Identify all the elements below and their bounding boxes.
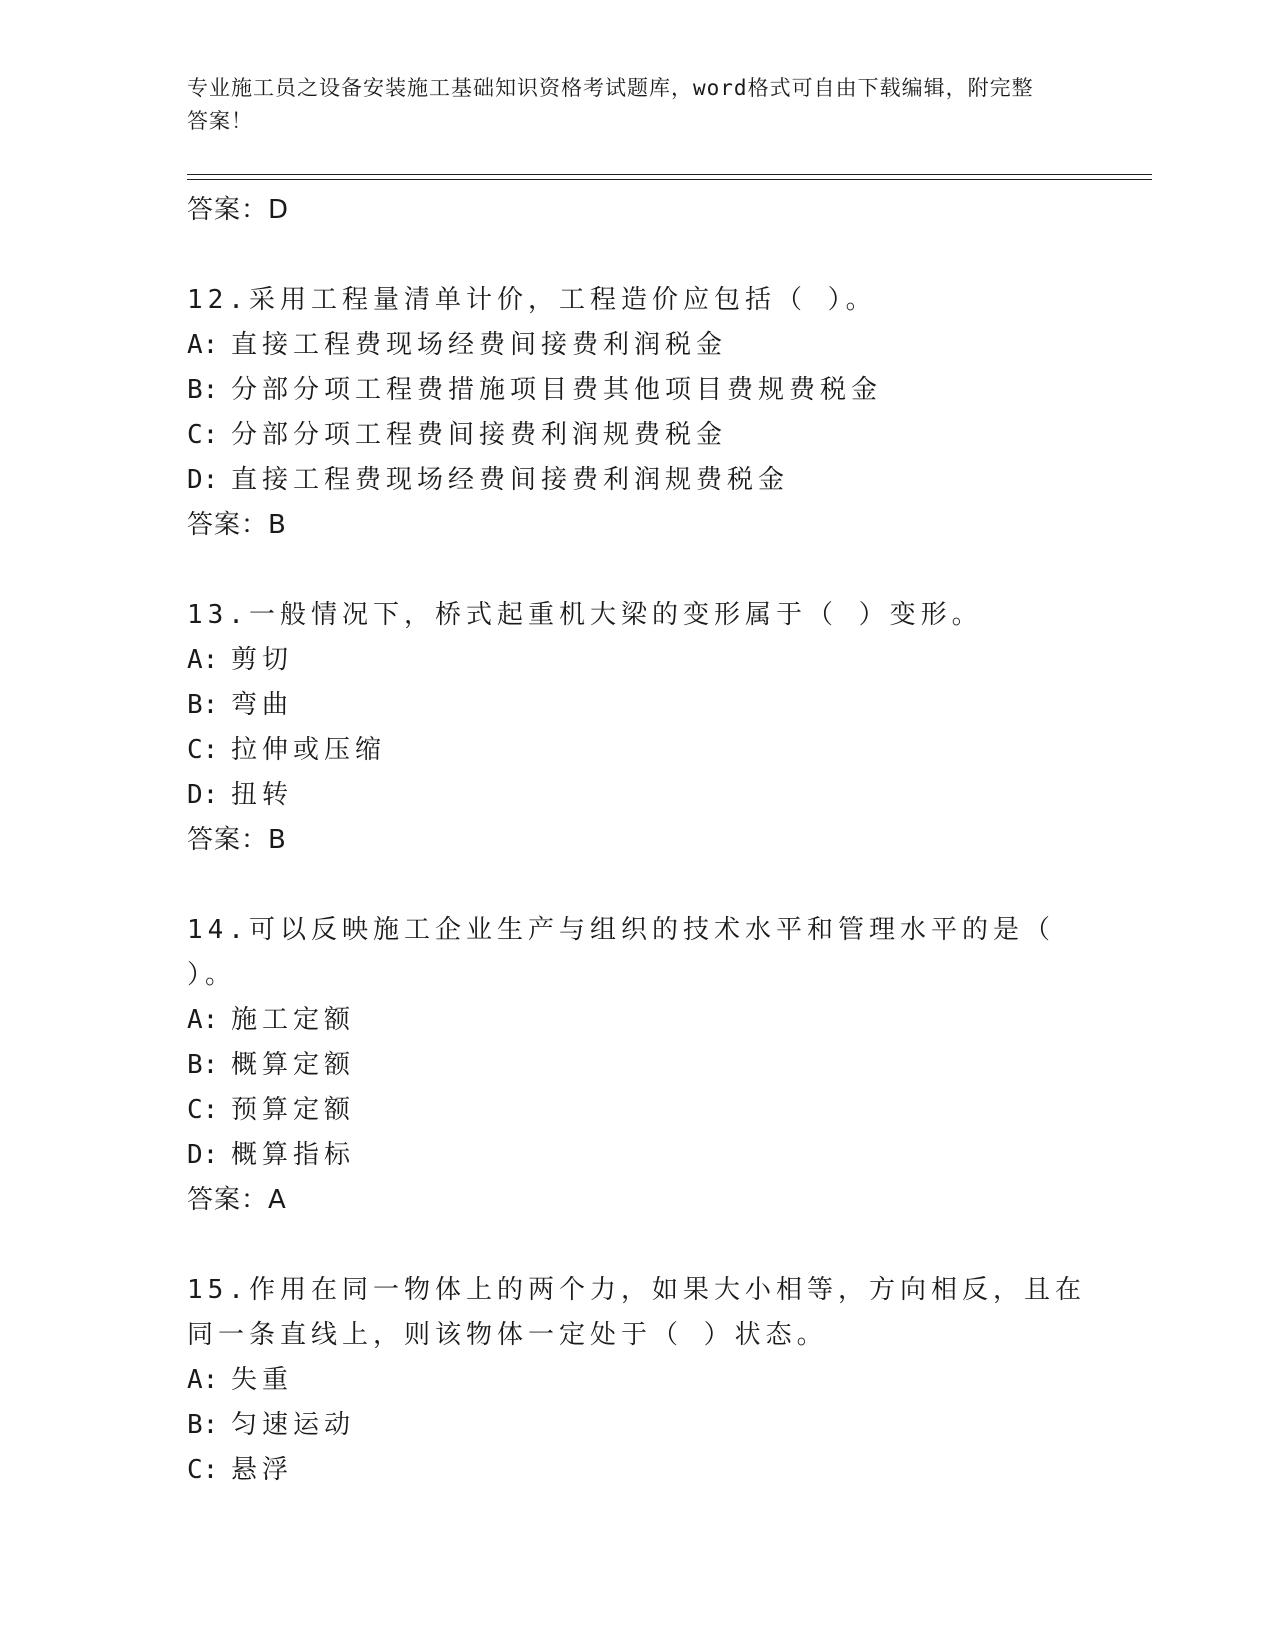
option-key: D: (187, 1140, 219, 1170)
option-b (187, 368, 1152, 413)
question-text: 14.可以反映施工企业生产与组织的技术水平和管理水平的是（ ）。 (187, 915, 1055, 990)
header-title: 专业施工员之设备安装施工基础知识资格考试题库，word格式可自由下载编辑，附完整答案！ (187, 76, 1034, 133)
document-page (187, 72, 1152, 1493)
option-key: B: (187, 375, 219, 405)
option-c (187, 1448, 1152, 1493)
option-key: A: (187, 1365, 219, 1395)
option-text: 施工定额 (231, 1005, 356, 1035)
question-text: 12.采用工程量清单计价，工程造价应包括（ ）。 (187, 285, 877, 315)
question-12 (187, 278, 1152, 548)
option-d (187, 773, 1152, 818)
option-key: D: (187, 780, 219, 810)
option-key: C: (187, 1455, 219, 1485)
option-key: C: (187, 1095, 219, 1125)
question-text: 15.作用在同一物体上的两个力，如果大小相等，方向相反，且在同一条直线上，则该物体一定处于（ ）状态。 (187, 1275, 1086, 1350)
option-key: C: (187, 735, 219, 765)
option-text: 扭转 (231, 780, 294, 810)
option-text: 预算定额 (231, 1095, 356, 1125)
option-text: 分部分项工程费间接费利润规费税金 (231, 420, 728, 450)
option-a (187, 998, 1152, 1043)
option-text: 弯曲 (231, 690, 294, 720)
option-text: 匀速运动 (231, 1410, 356, 1440)
option-a (187, 638, 1152, 683)
question-13 (187, 593, 1152, 863)
option-a (187, 1358, 1152, 1403)
option-b (187, 1043, 1152, 1088)
option-key: A: (187, 1005, 219, 1035)
question-text: 13.一般情况下，桥式起重机大梁的变形属于（ ）变形。 (187, 600, 983, 630)
option-key: B: (187, 1410, 219, 1440)
question-15 (187, 1268, 1152, 1493)
option-text: 拉伸或压缩 (231, 735, 387, 765)
option-key: B: (187, 1050, 219, 1080)
option-d (187, 458, 1152, 503)
option-text: 悬浮 (231, 1455, 294, 1485)
option-text: 失重 (231, 1365, 294, 1395)
option-b (187, 1403, 1152, 1448)
option-c (187, 1088, 1152, 1133)
option-text: 概算指标 (231, 1140, 356, 1170)
answer-line: 答案：A (187, 1185, 287, 1215)
option-a (187, 323, 1152, 368)
option-c (187, 413, 1152, 458)
answer-line: 答案：B (187, 825, 287, 855)
option-key: D: (187, 465, 219, 495)
option-d (187, 1133, 1152, 1178)
option-key: B: (187, 690, 219, 720)
option-key: A: (187, 330, 219, 360)
option-text: 剪切 (231, 645, 294, 675)
header-divider (187, 174, 1152, 180)
option-text: 概算定额 (231, 1050, 356, 1080)
option-b (187, 683, 1152, 728)
option-c (187, 728, 1152, 773)
option-text: 直接工程费现场经费间接费利润规费税金 (231, 465, 790, 495)
option-text: 直接工程费现场经费间接费利润税金 (231, 330, 728, 360)
option-key: A: (187, 645, 219, 675)
option-key: C: (187, 420, 219, 450)
question-14 (187, 908, 1152, 1223)
answer-line: 答案：D (187, 195, 290, 225)
answer-line: 答案：B (187, 510, 287, 540)
option-text: 分部分项工程费措施项目费其他项目费规费税金 (231, 375, 883, 405)
